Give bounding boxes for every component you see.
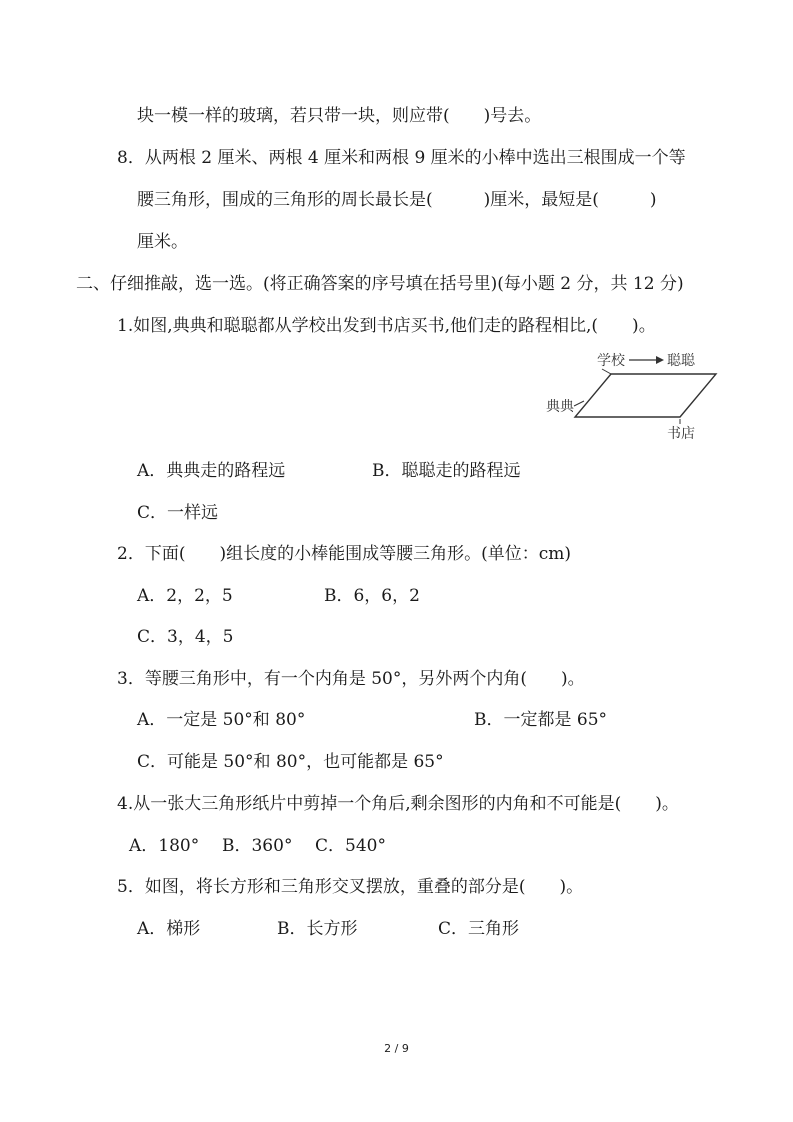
q5-option-c[interactable]: C．三角形 <box>438 919 520 939</box>
q2-option-b[interactable]: B．6，6，2 <box>324 586 420 606</box>
q4-option-a[interactable]: A．180° <box>129 836 200 856</box>
q7-continuation: 块一模一样的玻璃，若只带一块，则应带( )号去。 <box>137 106 542 126</box>
q2-option-a[interactable]: A．2，2，5 <box>137 586 233 606</box>
q5-option-b[interactable]: B．长方形 <box>277 919 358 939</box>
q3-option-b[interactable]: B．一定都是 65° <box>474 710 608 730</box>
q3-option-a[interactable]: A．一定是 50°和 80° <box>137 710 306 730</box>
route-diagram <box>540 345 730 445</box>
arrow-school-to-parallelogram <box>602 369 611 374</box>
q8-line-1: 8．从两根 2 厘米、两根 4 厘米和两根 9 厘米的小棒中选出三根围成一个等 <box>117 148 686 168</box>
q4-option-c[interactable]: C．540° <box>315 836 386 856</box>
q8-line-3: 厘米。 <box>137 232 188 252</box>
label-school: 学校 <box>597 353 625 369</box>
q8-line-2: 腰三角形，围成的三角形的周长最长是( )厘米，最短是( ) <box>137 190 657 210</box>
q1-text: 1.如图,典典和聪聪都从学校出发到书店买书,他们走的路程相比,( )。 <box>117 316 656 336</box>
arrow-diandian-to-parallelogram <box>574 401 584 406</box>
label-congcong: 聪聪 <box>667 353 695 369</box>
page-number: 2 / 9 <box>384 1042 409 1055</box>
q3-text: 3．等腰三角形中，有一个内角是 50°，另外两个内角( )。 <box>117 669 585 689</box>
q4-option-b[interactable]: B．360° <box>222 836 293 856</box>
q2-text: 2．下面( )组长度的小棒能围成等腰三角形。(单位：cm) <box>117 544 571 564</box>
label-bookstore: 书店 <box>667 426 695 442</box>
q1-option-a[interactable]: A．典典走的路程远 <box>137 461 286 481</box>
q2-option-c[interactable]: C．3，4，5 <box>137 627 234 647</box>
label-diandian: 典典 <box>546 399 574 415</box>
section2-heading: 二、仔细推敲，选一选。(将正确答案的序号填在括号里)(每小题 2 分，共 12 分) <box>76 274 684 294</box>
q5-text: 5．如图，将长方形和三角形交叉摆放，重叠的部分是( )。 <box>117 877 584 897</box>
parallelogram-route <box>575 374 716 417</box>
q4-text: 4.从一张大三角形纸片中剪掉一个角后,剩余图形的内角和不可能是( )。 <box>117 794 679 814</box>
q3-option-c[interactable]: C．可能是 50°和 80°，也可能都是 65° <box>137 752 444 772</box>
q5-option-a[interactable]: A．梯形 <box>137 919 201 939</box>
q1-option-c[interactable]: C．一样远 <box>137 503 219 523</box>
arrowhead-right <box>656 356 664 364</box>
q1-option-b[interactable]: B．聪聪走的路程远 <box>372 461 521 481</box>
